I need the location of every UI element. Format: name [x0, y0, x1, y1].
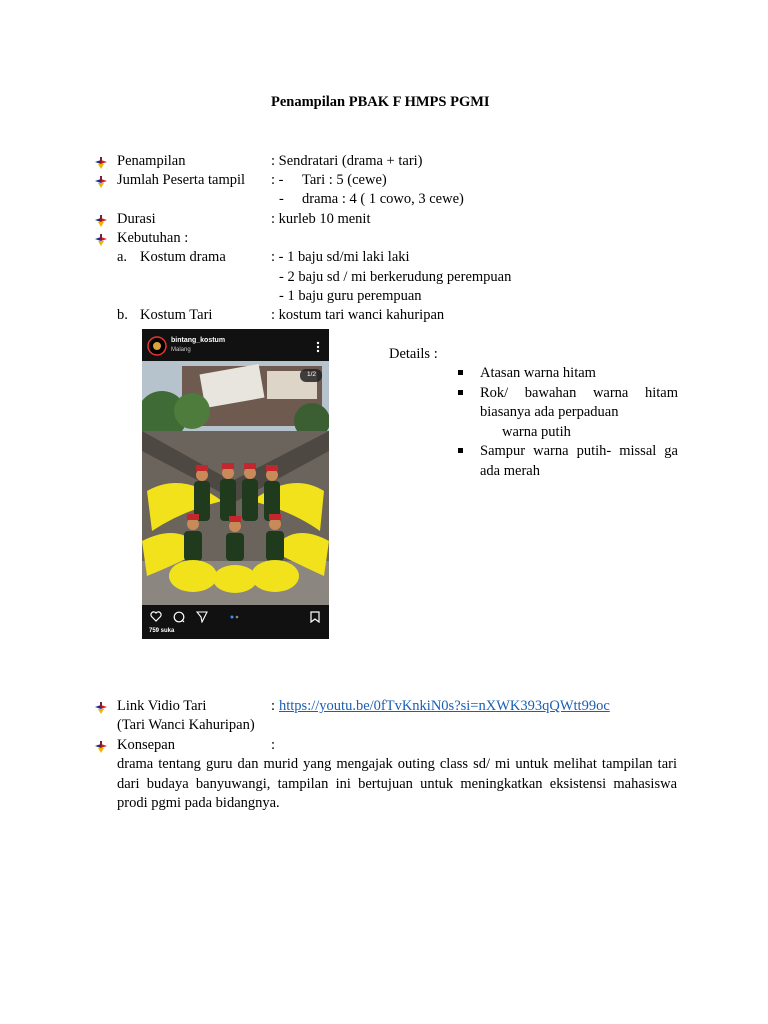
- penampilan-value: : Sendratari (drama + tari): [271, 153, 423, 169]
- arrow-bullet-icon: [94, 701, 108, 715]
- likes-count: 759 suka: [149, 628, 175, 634]
- arrow-bullet-icon: [94, 175, 108, 189]
- details-heading: Details :: [389, 346, 438, 362]
- post-header: [142, 329, 329, 361]
- image-counter: 1/2: [307, 371, 317, 378]
- arrow-bullet-icon: [94, 156, 108, 170]
- avatar: [147, 336, 167, 356]
- post-username[interactable]: bintang_kostum: [171, 337, 226, 344]
- konsepan-paragraph: drama tentang guru dan murid yang mengajak outing class sd/ mi untuk melihat tampilan tari dari budaya banyuwangi, tampilan ini bertujuan untuk meningkatkan eksistensi mahasiswa prodi pgmi pada bidangnya.: [117, 756, 677, 811]
- kostum-drama-label: Kostum drama: [140, 249, 226, 265]
- kostum-drama-line-1: : - 1 baju sd/mi laki laki: [271, 249, 410, 265]
- kostum-tari-label: Kostum Tari: [140, 307, 213, 323]
- konsepan-colon: :: [271, 737, 276, 753]
- details-list: [458, 364, 678, 481]
- list-item-continuation: warna putih: [502, 423, 571, 440]
- bookmark-icon[interactable]: [310, 611, 320, 623]
- durasi-value: : kurleb 10 menit: [271, 211, 371, 227]
- post-actions: [142, 605, 329, 639]
- link-colon: :: [271, 698, 276, 714]
- heart-icon[interactable]: [150, 611, 162, 622]
- costume-photo-screenshot: [142, 329, 329, 639]
- list-item: Rok/ bawahan warna hitam biasanya ada perpaduan: [458, 384, 678, 423]
- share-icon[interactable]: [196, 611, 208, 623]
- konsepan-label: Konsepan: [117, 737, 175, 753]
- arrow-bullet-icon: [94, 233, 108, 247]
- jumlah-prefix: : -: [271, 172, 284, 188]
- carousel-dots-icon: [230, 615, 240, 619]
- youtube-link[interactable]: https://youtu.be/0fTvKnkiN0s?si=nXWK393qQWtt99oc: [279, 698, 610, 714]
- kostum-drama-line-2: - 2 baju sd / mi berkerudung perempuan: [279, 269, 512, 285]
- list-item: Atasan warna hitam: [458, 364, 678, 384]
- kostum-tari-marker: b.: [117, 307, 128, 323]
- jumlah-drama: drama : 4 ( 1 cowo, 3 cewe): [302, 191, 464, 207]
- jumlah-dash: -: [279, 191, 284, 207]
- comment-icon[interactable]: [173, 611, 185, 623]
- list-item: Sampur warna putih- missal ga ada merah: [458, 442, 678, 481]
- link-sublabel: (Tari Wanci Kahuripan): [117, 717, 255, 733]
- page-title: Penampilan PBAK F HMPS PGMI: [271, 94, 490, 110]
- kebutuhan-label: Kebutuhan :: [117, 230, 189, 246]
- more-options-icon[interactable]: [316, 341, 320, 353]
- penampilan-label: Penampilan: [117, 153, 186, 169]
- dancers-photo: [142, 361, 329, 605]
- arrow-bullet-icon: [94, 214, 108, 228]
- link-label: Link Vidio Tari: [117, 698, 207, 714]
- kostum-drama-line-3: - 1 baju guru perempuan: [279, 288, 422, 304]
- durasi-label: Durasi: [117, 211, 156, 227]
- post-location: Malang: [171, 347, 191, 353]
- arrow-bullet-icon: [94, 740, 108, 754]
- jumlah-label: Jumlah Peserta tampil: [117, 172, 246, 188]
- kostum-drama-marker: a.: [117, 249, 128, 265]
- kostum-tari-value: : kostum tari wanci kahuripan: [271, 307, 445, 323]
- jumlah-tari: Tari : 5 (cewe): [302, 172, 387, 188]
